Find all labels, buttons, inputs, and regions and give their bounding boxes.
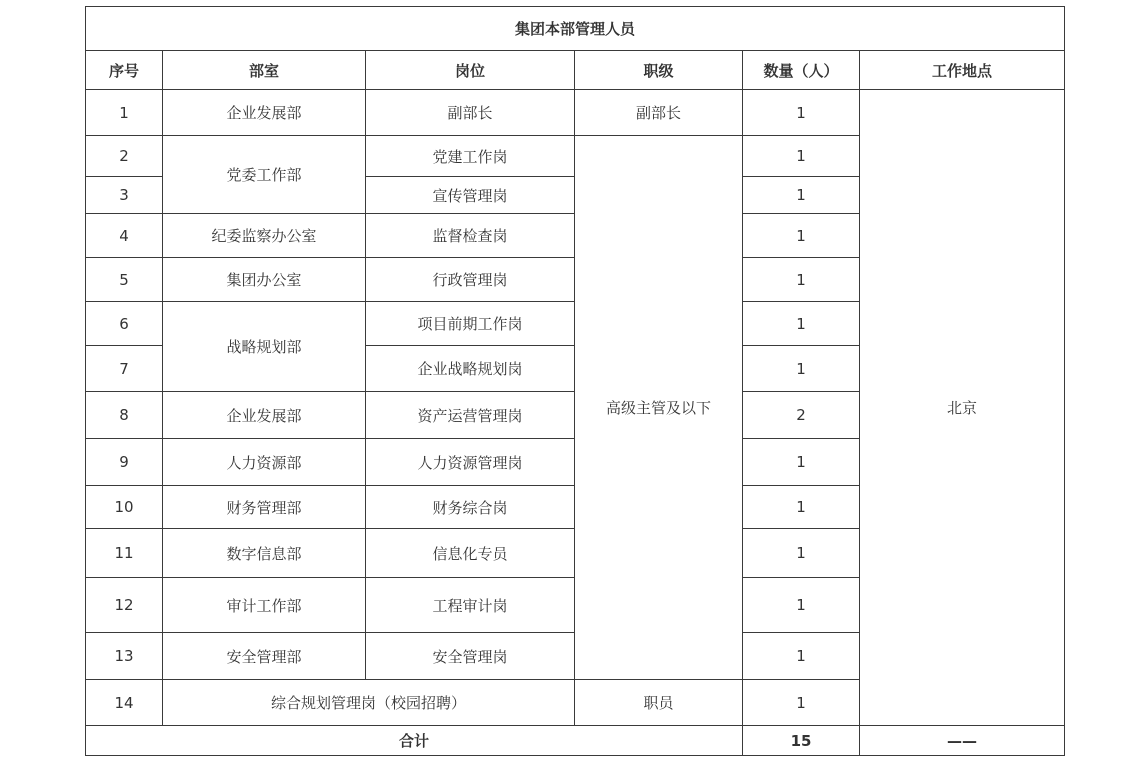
cell-index: 2 xyxy=(86,136,163,177)
total-label: 合计 xyxy=(86,726,743,756)
cell-count: 1 xyxy=(743,214,860,258)
cell-position: 信息化专员 xyxy=(366,529,575,578)
cell-position: 行政管理岗 xyxy=(366,258,575,302)
cell-location: 北京 xyxy=(860,90,1065,726)
cell-index: 13 xyxy=(86,633,163,680)
cell-position: 工程审计岗 xyxy=(366,578,575,633)
cell-level: 职员 xyxy=(575,680,743,726)
cell-count: 1 xyxy=(743,90,860,136)
cell-count: 1 xyxy=(743,136,860,177)
table-caption: 集团本部管理人员 xyxy=(86,7,1065,51)
cell-department: 企业发展部 xyxy=(163,90,366,136)
cell-position: 人力资源管理岗 xyxy=(366,439,575,486)
cell-count: 1 xyxy=(743,633,860,680)
header-level: 职级 xyxy=(575,51,743,90)
cell-position: 企业战略规划岗 xyxy=(366,346,575,392)
cell-department: 战略规划部 xyxy=(163,302,366,392)
cell-count: 1 xyxy=(743,302,860,346)
cell-department: 财务管理部 xyxy=(163,486,366,529)
cell-index: 10 xyxy=(86,486,163,529)
cell-department-position: 综合规划管理岗（校园招聘） xyxy=(163,680,575,726)
cell-department: 人力资源部 xyxy=(163,439,366,486)
cell-position: 安全管理岗 xyxy=(366,633,575,680)
recruitment-table-wrapper xyxy=(85,6,1065,756)
cell-index: 12 xyxy=(86,578,163,633)
header-index: 序号 xyxy=(86,51,163,90)
cell-index: 5 xyxy=(86,258,163,302)
cell-count: 1 xyxy=(743,346,860,392)
cell-index: 9 xyxy=(86,439,163,486)
total-location: —— xyxy=(860,726,1065,756)
cell-position: 资产运营管理岗 xyxy=(366,392,575,439)
header-location: 工作地点 xyxy=(860,51,1065,90)
cell-count: 2 xyxy=(743,392,860,439)
cell-department: 安全管理部 xyxy=(163,633,366,680)
cell-index: 1 xyxy=(86,90,163,136)
cell-index: 4 xyxy=(86,214,163,258)
header-position: 岗位 xyxy=(366,51,575,90)
cell-count: 1 xyxy=(743,486,860,529)
cell-count: 1 xyxy=(743,529,860,578)
cell-level-merged: 高级主管及以下 xyxy=(575,136,743,680)
header-count: 数量（人） xyxy=(743,51,860,90)
total-row xyxy=(86,726,1065,756)
cell-index: 7 xyxy=(86,346,163,392)
cell-count: 1 xyxy=(743,258,860,302)
cell-position: 宣传管理岗 xyxy=(366,177,575,214)
cell-department: 数字信息部 xyxy=(163,529,366,578)
header-row xyxy=(86,51,1065,90)
total-count: 15 xyxy=(743,726,860,756)
cell-index: 14 xyxy=(86,680,163,726)
cell-position: 副部长 xyxy=(366,90,575,136)
cell-count: 1 xyxy=(743,177,860,214)
header-department: 部室 xyxy=(163,51,366,90)
cell-position: 监督检查岗 xyxy=(366,214,575,258)
cell-position: 党建工作岗 xyxy=(366,136,575,177)
cell-position: 项目前期工作岗 xyxy=(366,302,575,346)
cell-department: 纪委监察办公室 xyxy=(163,214,366,258)
cell-index: 8 xyxy=(86,392,163,439)
cell-level: 副部长 xyxy=(575,90,743,136)
cell-count: 1 xyxy=(743,578,860,633)
cell-department: 审计工作部 xyxy=(163,578,366,633)
cell-position: 财务综合岗 xyxy=(366,486,575,529)
cell-department: 企业发展部 xyxy=(163,392,366,439)
cell-index: 3 xyxy=(86,177,163,214)
cell-department: 党委工作部 xyxy=(163,136,366,214)
cell-index: 6 xyxy=(86,302,163,346)
cell-count: 1 xyxy=(743,680,860,726)
table-row xyxy=(86,90,1065,136)
cell-department: 集团办公室 xyxy=(163,258,366,302)
recruitment-table xyxy=(85,6,1065,756)
cell-count: 1 xyxy=(743,439,860,486)
cell-index: 11 xyxy=(86,529,163,578)
